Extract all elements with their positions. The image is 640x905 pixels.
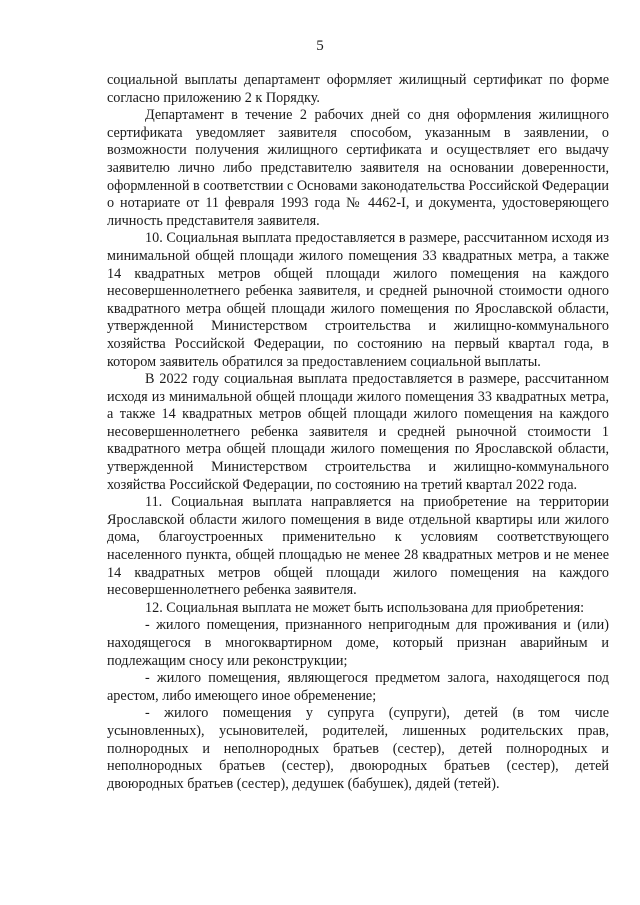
paragraph-item-12: 12. Социальная выплата не может быть использована для приобретения: [145,599,585,616]
paragraph-item-11: 11. Социальная выплата направляется на приобретение на территории Ярославской области жилого помещения в виде отдельной квартиры или жилого дома, благоустроенных применительно к условиям соответствующего населенного пункта, общей площадью не менее 28 квадратных метров и не менее 14 квадратных метров общей площади жилого помещения на каждого несовершеннолетнего ребенка заявителя. [107,494,609,599]
page-number: 5 [316,38,324,54]
list-item-encumbered-housing: - жилого помещения, являющегося предметом залога, находящегося под арестом, либо имеющего иное обременение; [107,670,609,704]
list-item-relatives-housing: - жилого помещения у супруга (супруги), детей (в том числе усыновленных), усыновителей, родителей, лишенных родительских прав, полнородных и неполнородных братьев (сестер), детей полнородных и неполнородных братьев (сестер), двоюродных братьев (сестер), детей двоюродных братьев (сестер), дедушек (бабушек), дядей (тетей). [107,705,609,792]
paragraph-continuation: социальной выплаты департамент оформляет жилищный сертификат по форме согласно приложению 2 к Порядку. [107,72,609,106]
paragraph-item-10: 10. Социальная выплата предоставляется в размере, рассчитанном исходя из минимальной общей площади жилого помещения 33 квадратных метра, а также 14 квадратных метров общей площади жилого помещения на каждого несовершеннолетнего ребенка заявителя, и средней рыночной стоимости одного квадратного метра общей площади жилого помещения по Ярославской области, утвержденной Министерством строительства и жилищно-коммунального хозяйства Российской Федерации, по состоянию на первый квартал года, в котором заявитель обратился за предоставлением социальной выплаты. [107,230,609,370]
paragraph-2022-rule: В 2022 году социальная выплата предоставляется в размере, рассчитанном исходя из минимальной общей площади жилого помещения 33 квадратных метра, а также 14 квадратных метров общей площади жилого помещения на каждого несовершеннолетнего ребенка заявителя и средней рыночной стоимости 1 квадратного метра общей площади жилого помещения по Ярославской области, утвержденной Министерством строительства и жилищно-коммунального хозяйства Российской Федерации, по состоянию на третий квартал 2022 года. [107,371,609,493]
document-body [107,72,609,793]
list-item-unfit-housing: - жилого помещения, признанного непригодным для проживания и (или) находящегося в многоквартирном доме, который признан аварийным и подлежащим сносу или реконструкции; [107,617,609,669]
paragraph-certificate-notification: Департамент в течение 2 рабочих дней со дня оформления жилищного сертификата уведомляет заявителя способом, указанным в заявлении, о возможности получения жилищного сертификата и осуществляет его выдачу заявителю лично либо представителю заявителя на основании доверенности, оформленной в соответствии с Основами законодательства Российской Федерации о нотариате от 11 февраля 1993 года № 4462-I, и документа, удостоверяющего личность представителя заявителя. [107,107,609,229]
